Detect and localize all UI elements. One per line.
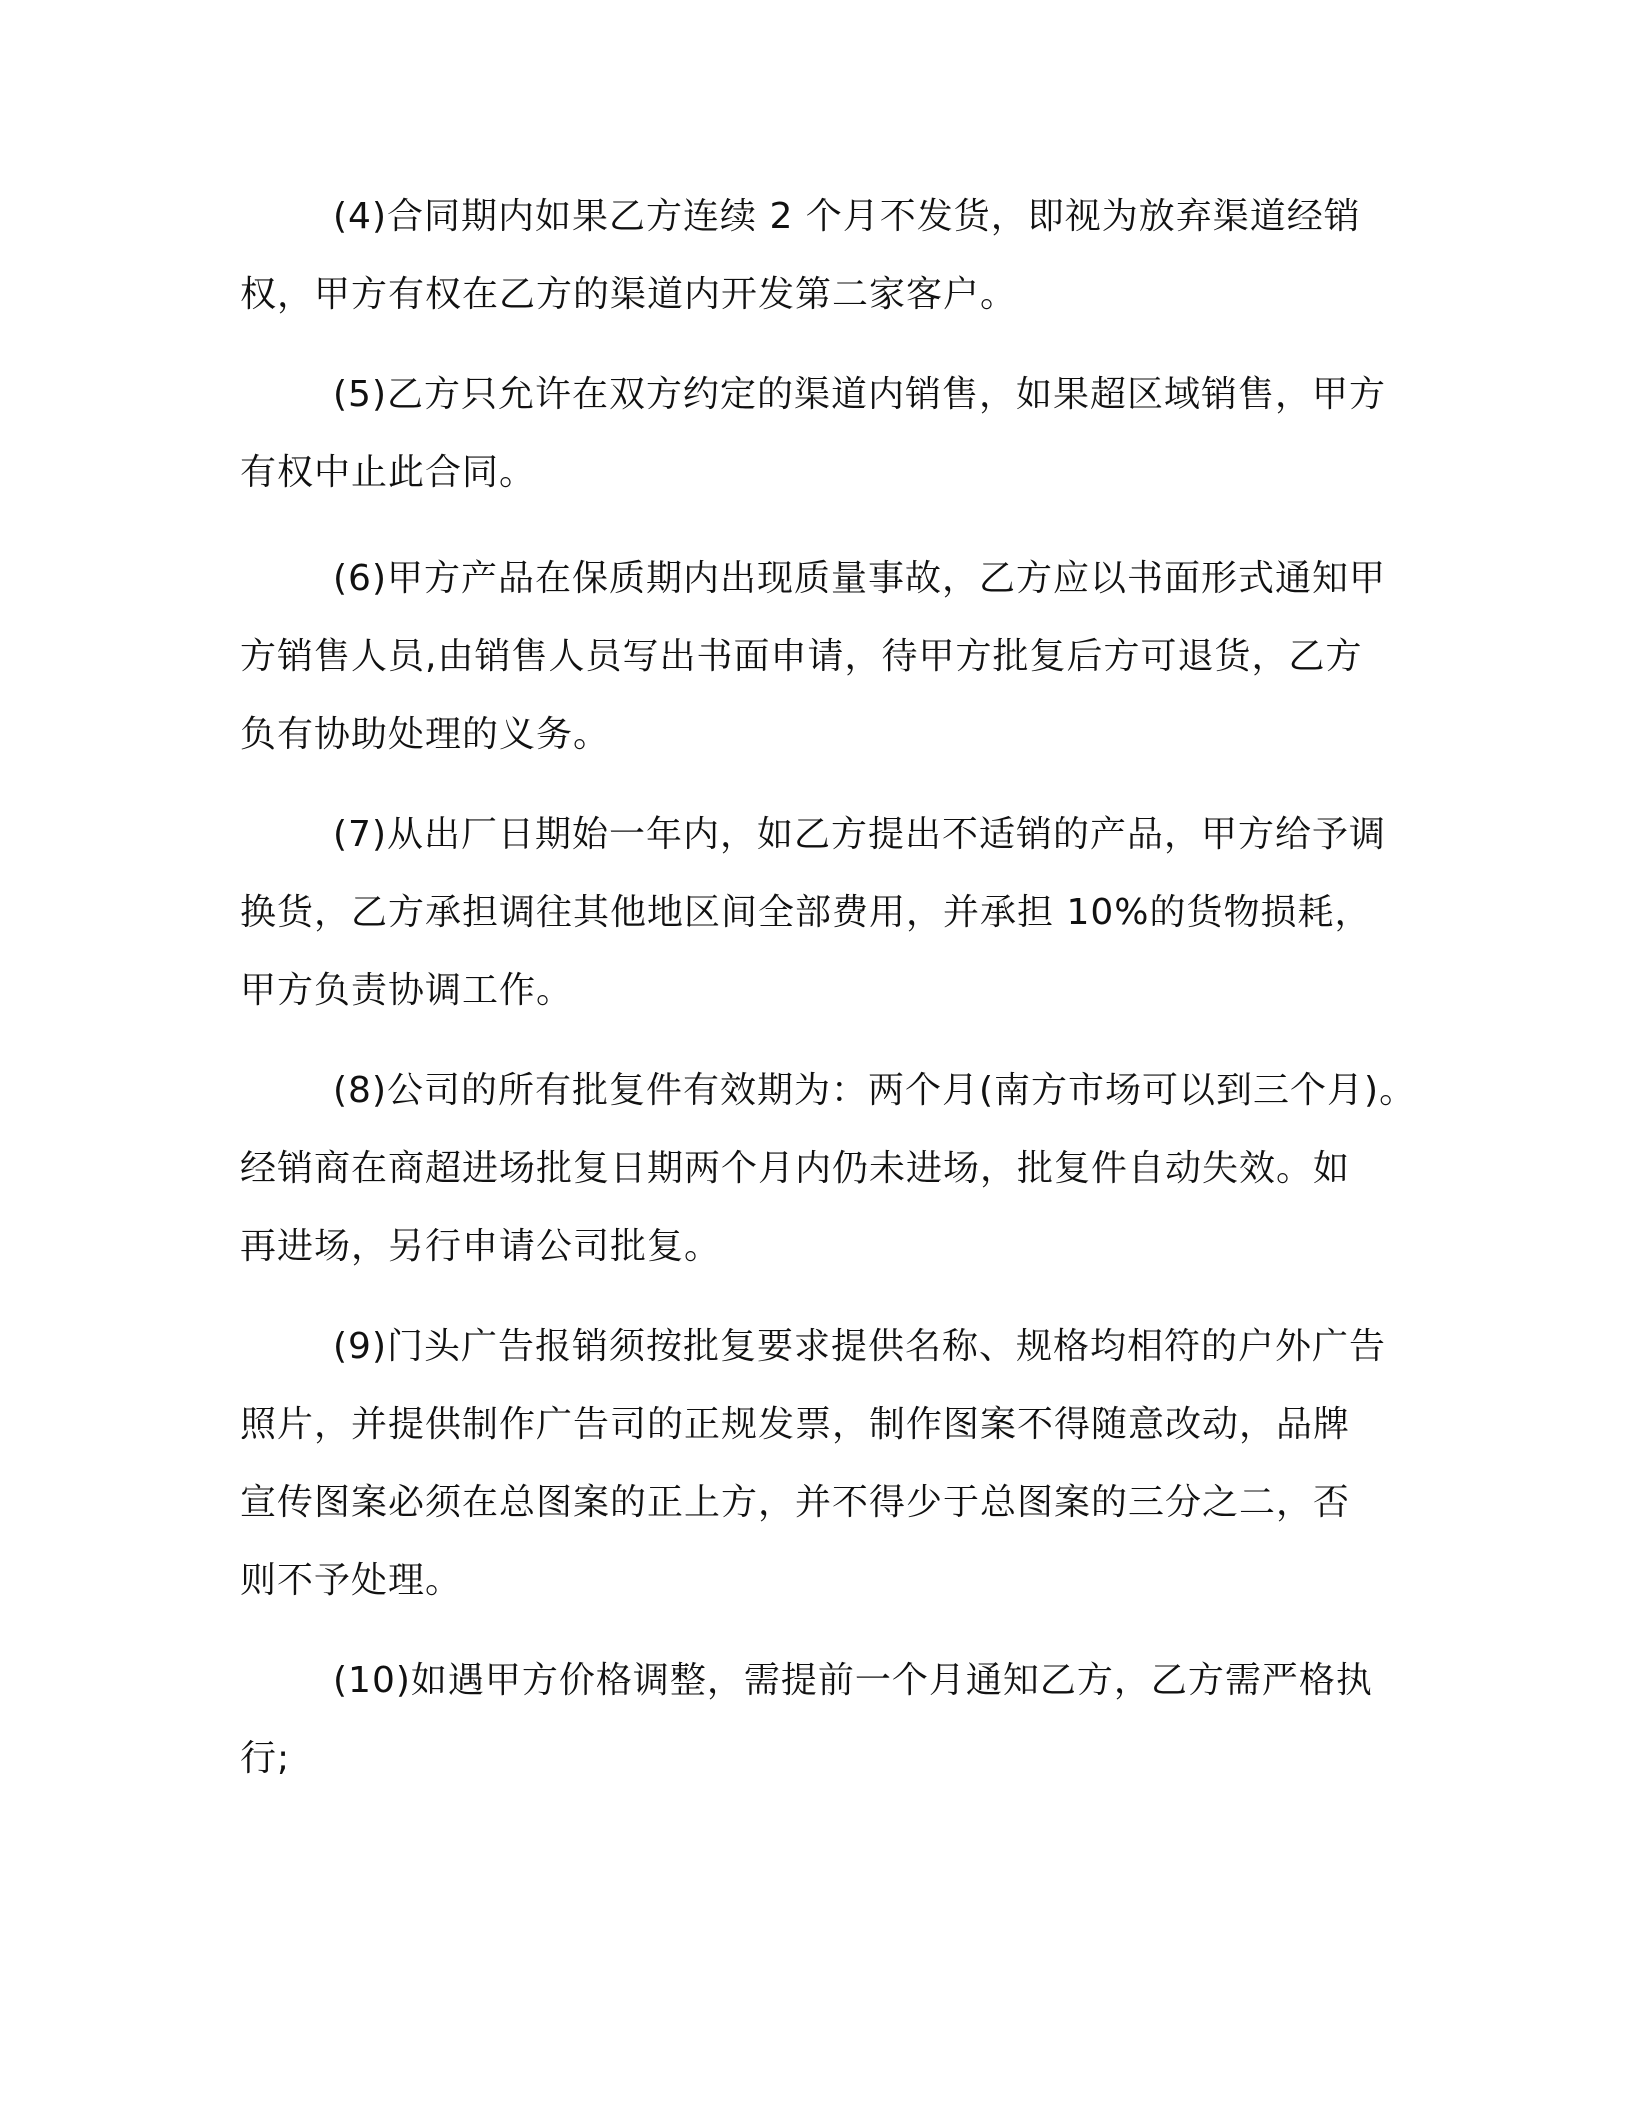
clause-line: (7)从出厂日期始一年内，如乙方提出不适销的产品，甲方给予调 xyxy=(333,814,1386,855)
clause-5 xyxy=(240,356,1420,512)
clause-line: 负有协助处理的义务。 xyxy=(240,714,611,755)
clause-8 xyxy=(240,1052,1420,1286)
clause-line: (8)公司的所有批复件有效期为：两个月(南方市场可以到三个月)。 xyxy=(333,1070,1417,1111)
clause-4 xyxy=(240,178,1420,334)
clause-line: 方销售人员,由销售人员写出书面申请，待甲方批复后方可退货，乙方 xyxy=(240,636,1363,677)
clause-line: 经销商在商超进场批复日期两个月内仍未进场，批复件自动失效。如 xyxy=(240,1148,1351,1189)
clause-line: 再进场，另行申请公司批复。 xyxy=(240,1226,722,1267)
clause-line: 权，甲方有权在乙方的渠道内开发第二家客户。 xyxy=(240,274,1018,315)
clause-9 xyxy=(240,1308,1420,1620)
clause-line: (5)乙方只允许在双方约定的渠道内销售，如果超区域销售，甲方 xyxy=(333,374,1386,415)
clause-line: 则不予处理。 xyxy=(240,1560,463,1601)
clause-line: 宣传图案必须在总图案的正上方，并不得少于总图案的三分之二，否 xyxy=(240,1482,1351,1523)
clause-line: 照片，并提供制作广告司的正规发票，制作图案不得随意改动，品牌 xyxy=(240,1404,1351,1445)
clause-line: (9)门头广告报销须按批复要求提供名称、规格均相符的户外广告 xyxy=(333,1326,1386,1367)
clause-6 xyxy=(240,540,1420,774)
clause-7 xyxy=(240,796,1420,1030)
clause-line: 有权中止此合同。 xyxy=(240,452,537,493)
clause-line: (4)合同期内如果乙方连续 2 个月不发货，即视为放弃渠道经销 xyxy=(333,196,1361,237)
clause-10 xyxy=(240,1642,1420,1798)
clause-line: (10)如遇甲方价格调整，需提前一个月通知乙方，乙方需严格执 xyxy=(333,1660,1373,1701)
clause-line: 甲方负责协调工作。 xyxy=(240,970,574,1011)
clause-line: 换货，乙方承担调往其他地区间全部费用，并承担 10%的货物损耗， xyxy=(240,892,1372,933)
clause-line: 行; xyxy=(240,1738,291,1779)
clause-line: (6)甲方产品在保质期内出现质量事故，乙方应以书面形式通知甲 xyxy=(333,558,1386,599)
